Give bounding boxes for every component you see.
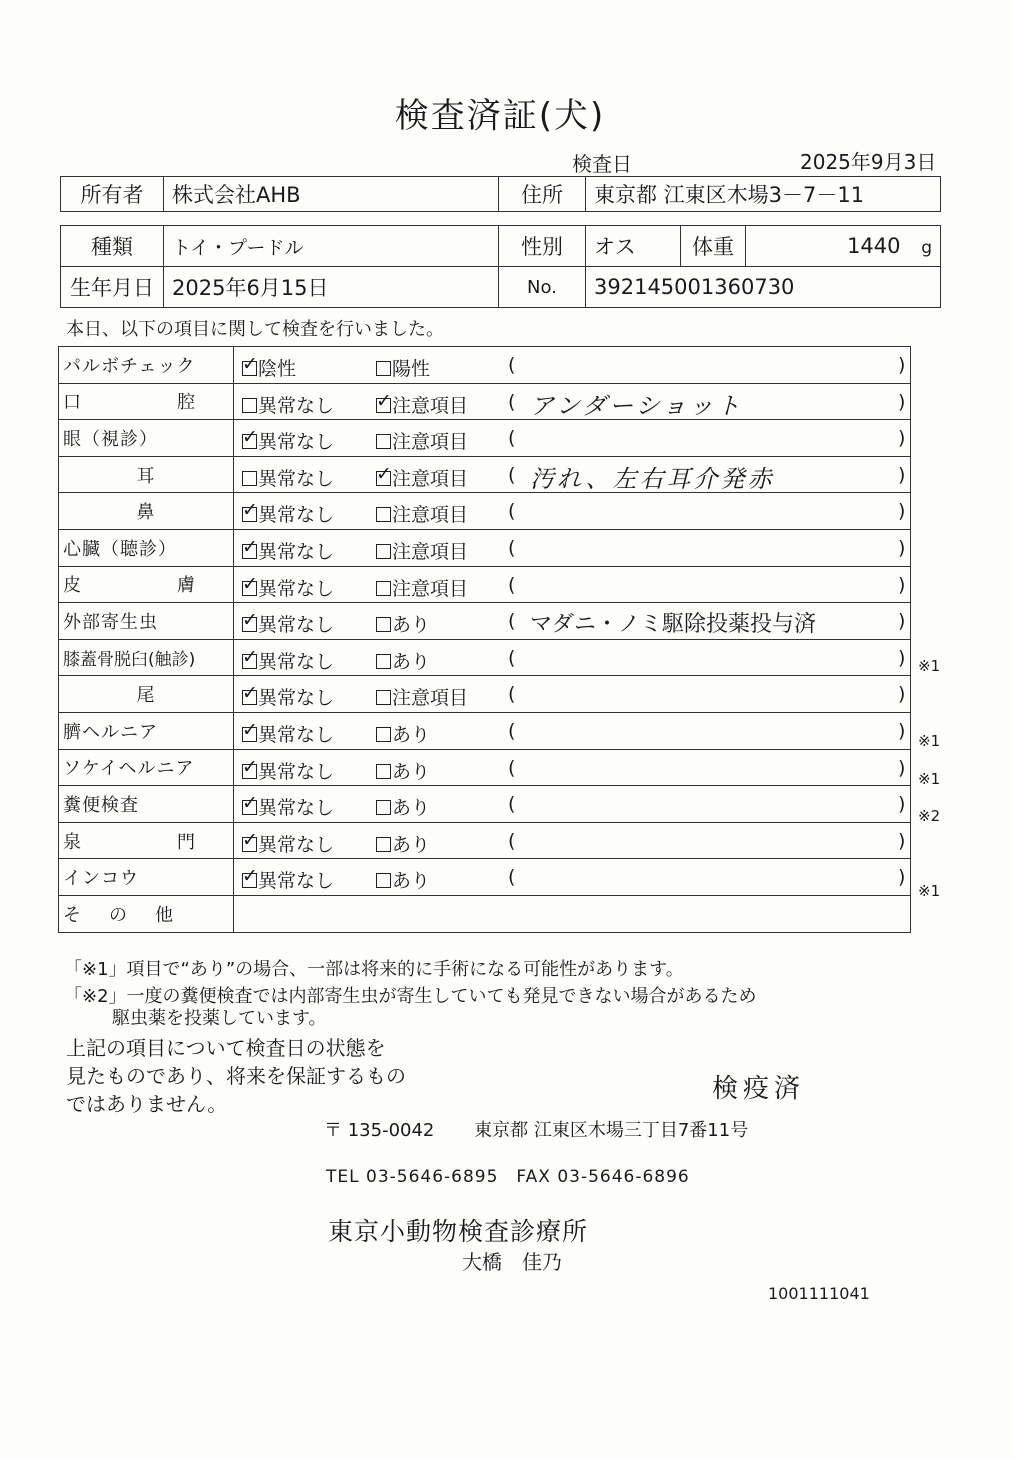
option-normal bbox=[242, 464, 334, 491]
exam-item-name: 皮 膚 bbox=[59, 566, 234, 603]
footnote-mark: ※1 bbox=[918, 769, 941, 788]
option-normal bbox=[242, 757, 334, 784]
option-alternate bbox=[376, 866, 430, 893]
disclaimer-line-1: 上記の項目について検査日の状態を bbox=[66, 1036, 386, 1060]
option-normal-label: 異常なし bbox=[258, 870, 335, 893]
exam-row bbox=[59, 603, 911, 640]
checkbox-icon bbox=[242, 727, 257, 742]
paren-open: ( bbox=[508, 756, 516, 779]
option-alternate bbox=[376, 354, 430, 381]
exam-row-other bbox=[59, 895, 911, 932]
disclaimer-line-2: 見たものであり、将来を保証するもの bbox=[66, 1064, 406, 1088]
exam-item-result bbox=[234, 493, 911, 530]
exam-row bbox=[59, 493, 911, 530]
option-alternate bbox=[376, 757, 430, 784]
exam-item-result bbox=[234, 822, 911, 859]
footnote-mark: ※1 bbox=[918, 732, 941, 750]
exam-row bbox=[59, 712, 911, 749]
exam-item-result bbox=[234, 456, 911, 493]
checkbox-icon bbox=[242, 434, 257, 449]
exam-row bbox=[59, 639, 911, 676]
exam-note: マダニ・ノミ駆除投薬投与済 bbox=[530, 612, 817, 638]
exam-item-result bbox=[234, 566, 911, 603]
option-alternate bbox=[376, 464, 468, 491]
option-alternate bbox=[376, 574, 468, 601]
exam-row bbox=[59, 383, 911, 420]
animal-table bbox=[60, 225, 941, 308]
checkbox-icon bbox=[242, 507, 257, 522]
paren-close: ) bbox=[898, 756, 906, 779]
checkbox-icon bbox=[242, 764, 257, 779]
option-normal bbox=[242, 793, 334, 820]
sex-value: オス bbox=[586, 226, 681, 267]
exam-row bbox=[59, 676, 911, 713]
option-normal-label: 異常なし bbox=[258, 540, 335, 563]
option-normal-label: 異常なし bbox=[258, 431, 335, 454]
exam-item-result bbox=[234, 347, 911, 384]
paren-close: ) bbox=[898, 536, 906, 559]
paren-close: ) bbox=[898, 610, 906, 633]
option-normal bbox=[242, 866, 334, 893]
checkbox-icon bbox=[242, 361, 257, 376]
checkbox-icon bbox=[242, 617, 257, 632]
exam-item-result bbox=[234, 712, 911, 749]
option-alternate-label: 注意項目 bbox=[392, 467, 469, 490]
paren-close: ) bbox=[898, 427, 906, 450]
exam-item-name: 外部寄生虫 bbox=[59, 603, 234, 640]
footnote-1: 「※1」項目で“あり”の場合、一部は将来的に手術になる可能性があります。 bbox=[64, 959, 684, 980]
no-label: No. bbox=[499, 267, 586, 308]
option-normal-label: 異常なし bbox=[258, 650, 335, 673]
exam-row bbox=[59, 566, 911, 603]
paren-open: ( bbox=[508, 719, 516, 742]
checkbox-icon bbox=[376, 654, 391, 669]
paren-open: ( bbox=[508, 646, 516, 669]
birth-label: 生年月日 bbox=[61, 267, 164, 308]
checkbox-icon bbox=[376, 727, 391, 742]
checkbox-icon bbox=[376, 398, 391, 413]
checkbox-icon bbox=[376, 873, 391, 888]
option-normal bbox=[242, 427, 334, 454]
exam-item-name: 眼（視診） bbox=[59, 420, 234, 457]
clinic-postal-address bbox=[324, 1116, 748, 1142]
paren-open: ( bbox=[508, 866, 516, 889]
paren-close: ) bbox=[898, 646, 906, 669]
weight-value: 1440 bbox=[847, 234, 901, 258]
paren-close: ) bbox=[898, 719, 906, 742]
option-normal bbox=[242, 610, 334, 637]
exam-item-name: 耳 bbox=[59, 456, 234, 493]
option-alternate-label: 注意項目 bbox=[392, 504, 469, 527]
owner-label: 所有者 bbox=[61, 177, 164, 212]
disclaimer-line-3: ではありません。 bbox=[66, 1092, 228, 1116]
checkbox-icon bbox=[242, 873, 257, 888]
exam-item-name: パルボチェック bbox=[59, 347, 234, 384]
postal-code: 〒 135-0042 bbox=[324, 1120, 435, 1141]
option-alternate-label: あり bbox=[392, 723, 431, 746]
other-value bbox=[234, 895, 911, 932]
weight-label: 体重 bbox=[681, 226, 746, 267]
breed-label: 種類 bbox=[61, 226, 164, 267]
paren-close: ) bbox=[898, 463, 906, 486]
exam-row bbox=[59, 347, 911, 384]
option-alternate bbox=[376, 683, 468, 710]
option-alternate-label: 注意項目 bbox=[392, 577, 469, 600]
address-value: 東京都 江東区木場3－7－11 bbox=[586, 177, 941, 212]
paren-close: ) bbox=[898, 793, 906, 816]
quarantine-stamp: 検疫済 bbox=[712, 1074, 806, 1104]
intro-text: 本日、以下の項目に関して検査を行いました。 bbox=[66, 319, 444, 340]
option-normal-label: 異常なし bbox=[258, 467, 335, 490]
option-alternate bbox=[376, 537, 468, 564]
exam-item-name: 心臓（聴診） bbox=[59, 529, 234, 566]
checkbox-icon bbox=[376, 690, 391, 705]
exam-item-name: 糞便検査 bbox=[59, 786, 234, 823]
option-normal bbox=[242, 647, 334, 674]
checkbox-icon bbox=[376, 800, 391, 815]
option-normal bbox=[242, 830, 334, 857]
checkbox-icon bbox=[376, 434, 391, 449]
breed-value: トイ・プードル bbox=[164, 226, 499, 267]
option-normal bbox=[242, 391, 334, 418]
option-alternate-label: あり bbox=[392, 760, 431, 783]
checkbox-icon bbox=[376, 764, 391, 779]
paren-close: ) bbox=[898, 573, 906, 596]
exam-row bbox=[59, 822, 911, 859]
sex-label: 性別 bbox=[499, 226, 586, 267]
disclaimer bbox=[66, 1034, 406, 1118]
owner-table bbox=[60, 176, 941, 212]
serial-number: 1001111041 bbox=[768, 1284, 870, 1303]
option-alternate-label: 注意項目 bbox=[392, 431, 469, 454]
exam-row bbox=[59, 529, 911, 566]
option-normal-label: 陰性 bbox=[258, 358, 297, 380]
paren-open: ( bbox=[508, 573, 516, 596]
paren-open: ( bbox=[508, 500, 516, 523]
option-alternate-label: あり bbox=[392, 797, 431, 820]
option-normal-label: 異常なし bbox=[258, 723, 335, 746]
option-alternate-label: 注意項目 bbox=[392, 687, 469, 710]
option-normal-label: 異常なし bbox=[258, 797, 335, 820]
option-alternate bbox=[376, 830, 430, 857]
weight-cell bbox=[746, 226, 941, 267]
exam-item-result bbox=[234, 786, 911, 823]
owner-value: 株式会社AHB bbox=[164, 177, 499, 212]
checkbox-icon bbox=[242, 471, 257, 486]
paren-close: ) bbox=[898, 829, 906, 852]
checkbox-icon bbox=[376, 837, 391, 852]
checkbox-icon bbox=[242, 837, 257, 852]
exam-item-name: 尾 bbox=[59, 676, 234, 713]
checkbox-icon bbox=[376, 471, 391, 486]
exam-date-label: 検査日 bbox=[572, 152, 632, 176]
option-alternate-label: 陽性 bbox=[392, 358, 431, 380]
exam-item-name: 口 腔 bbox=[59, 383, 234, 420]
footnote-mark: ※1 bbox=[918, 656, 941, 675]
option-normal-label: 異常なし bbox=[258, 833, 335, 856]
clinic-address: 東京都 江東区木場三丁目7番11号 bbox=[474, 1120, 749, 1141]
checkbox-icon bbox=[242, 800, 257, 815]
exam-item-name: 膝蓋骨脱臼(触診) bbox=[59, 639, 234, 676]
checkbox-icon bbox=[376, 507, 391, 522]
exam-row bbox=[59, 859, 911, 896]
checkbox-icon bbox=[376, 544, 391, 559]
option-normal-label: 異常なし bbox=[258, 504, 335, 527]
paren-open: ( bbox=[508, 390, 516, 413]
option-normal-label: 異常なし bbox=[258, 687, 335, 710]
exam-items-table bbox=[58, 346, 911, 933]
clinic-name: 東京小動物検査診療所 bbox=[328, 1217, 589, 1246]
paren-open: ( bbox=[508, 683, 516, 706]
exam-item-result bbox=[234, 749, 911, 786]
option-normal-label: 異常なし bbox=[258, 614, 335, 637]
option-alternate bbox=[376, 427, 468, 454]
paren-close: ) bbox=[898, 683, 906, 706]
paren-open: ( bbox=[508, 427, 516, 450]
checkbox-icon bbox=[376, 581, 391, 596]
paren-close: ) bbox=[898, 390, 906, 413]
veterinarian-name: 大橋 佳乃 bbox=[462, 1250, 562, 1274]
exam-row bbox=[59, 420, 911, 457]
exam-item-result bbox=[234, 603, 911, 640]
exam-row bbox=[59, 786, 911, 823]
option-normal bbox=[242, 574, 334, 601]
exam-item-result bbox=[234, 676, 911, 713]
exam-item-name: 鼻 bbox=[59, 493, 234, 530]
exam-date: 2025年9月3日 bbox=[800, 150, 937, 174]
exam-item-name: ソケイヘルニア bbox=[59, 749, 234, 786]
option-normal-label: 異常なし bbox=[258, 760, 335, 783]
option-alternate-label: あり bbox=[392, 833, 431, 856]
exam-item-name: 臍ヘルニア bbox=[59, 712, 234, 749]
paren-close: ) bbox=[898, 866, 906, 889]
footnote-2: 「※2」一度の糞便検査では内部寄生虫が寄生していても発見できない場合があるため bbox=[64, 986, 757, 1007]
option-alternate-label: あり bbox=[392, 614, 431, 637]
option-alternate bbox=[376, 500, 468, 527]
exam-row bbox=[59, 456, 911, 493]
exam-item-name: 泉 門 bbox=[59, 822, 234, 859]
address-label: 住所 bbox=[499, 177, 586, 212]
checkbox-icon bbox=[376, 617, 391, 632]
checkbox-icon bbox=[242, 398, 257, 413]
exam-item-result bbox=[234, 639, 911, 676]
checkbox-icon bbox=[242, 690, 257, 705]
checkbox-icon bbox=[242, 544, 257, 559]
exam-note: 汚れ、左右耳介発赤 bbox=[530, 464, 775, 493]
document-title: 検査済証(犬) bbox=[394, 96, 606, 136]
paren-open: ( bbox=[508, 829, 516, 852]
option-normal-label: 異常なし bbox=[258, 394, 335, 417]
exam-item-result bbox=[234, 383, 911, 420]
option-normal bbox=[242, 354, 296, 381]
exam-item-name: インコウ bbox=[59, 859, 234, 896]
option-alternate-label: 注意項目 bbox=[392, 540, 469, 563]
paren-close: ) bbox=[898, 354, 906, 376]
option-normal bbox=[242, 537, 334, 564]
clinic-phone: TEL 03-5646-6895 FAX 03-5646-6896 bbox=[326, 1167, 690, 1187]
exam-item-result bbox=[234, 420, 911, 457]
paren-open: ( bbox=[508, 793, 516, 816]
option-alternate-label: 注意項目 bbox=[392, 394, 469, 417]
exam-item-result bbox=[234, 529, 911, 566]
exam-row bbox=[59, 749, 911, 786]
option-alternate bbox=[376, 647, 430, 674]
checkbox-icon bbox=[242, 581, 257, 596]
other-label: その他 bbox=[59, 895, 234, 932]
paren-open: ( bbox=[508, 354, 516, 376]
footnote-mark: ※2 bbox=[918, 807, 941, 826]
footnote-2-cont: 駆虫薬を投薬しています。 bbox=[112, 1008, 327, 1029]
option-normal bbox=[242, 500, 334, 527]
paren-open: ( bbox=[508, 536, 516, 559]
option-alternate bbox=[376, 391, 468, 418]
no-value: 392145001360730 bbox=[586, 267, 941, 308]
option-normal bbox=[242, 683, 334, 710]
option-alternate-label: あり bbox=[392, 870, 431, 893]
option-alternate bbox=[376, 610, 430, 637]
paren-open: ( bbox=[508, 610, 516, 633]
weight-unit: g bbox=[921, 238, 932, 258]
option-normal-label: 異常なし bbox=[258, 577, 335, 600]
birth-value: 2025年6月15日 bbox=[164, 267, 499, 308]
option-alternate-label: あり bbox=[392, 650, 431, 673]
option-normal bbox=[242, 720, 334, 747]
footnote-mark: ※1 bbox=[918, 882, 941, 901]
option-alternate bbox=[376, 720, 430, 747]
checkbox-icon bbox=[242, 654, 257, 669]
paren-open: ( bbox=[508, 463, 516, 486]
paren-close: ) bbox=[898, 500, 906, 523]
exam-item-result bbox=[234, 859, 911, 896]
exam-note: アンダーショット bbox=[530, 391, 744, 420]
option-alternate bbox=[376, 793, 430, 820]
checkbox-icon bbox=[376, 361, 391, 376]
